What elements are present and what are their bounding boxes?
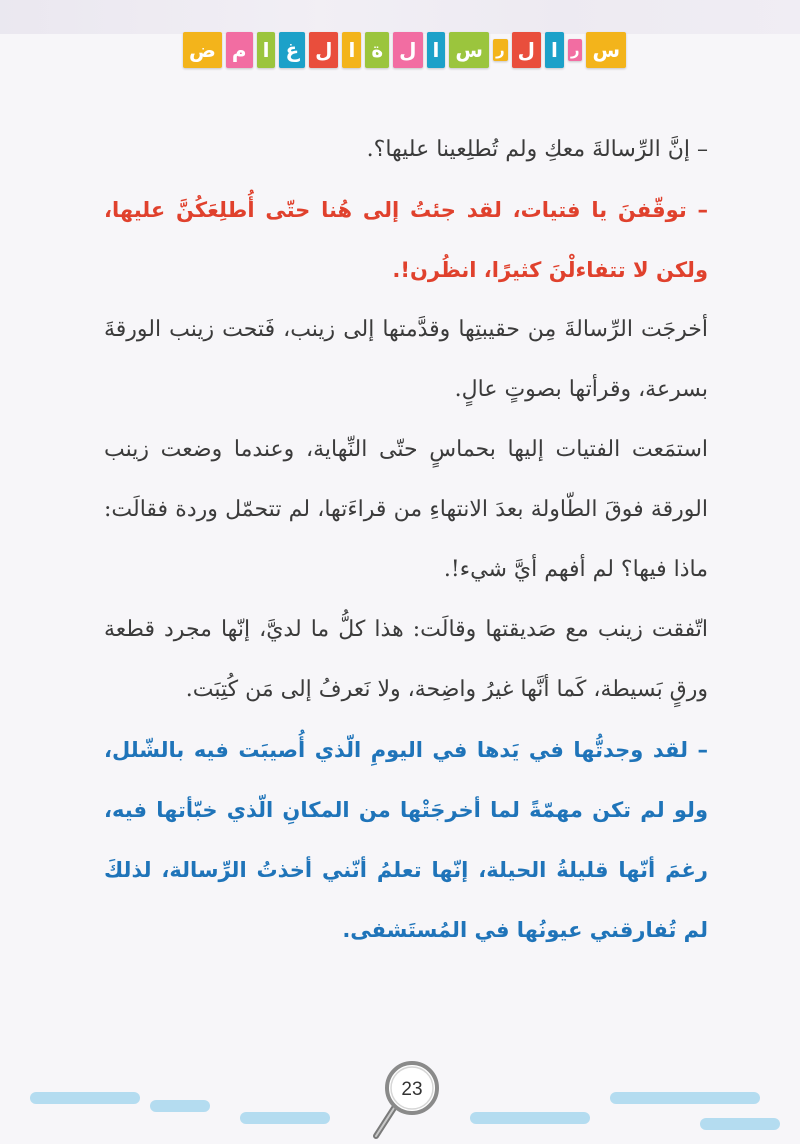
water-decoration (700, 1118, 780, 1130)
paragraph: – إنَّ الرِّسالةَ معكِ ولم تُطلِعينا عليها؟. (366, 137, 708, 162)
water-decoration (470, 1112, 590, 1124)
title-tile: م (226, 32, 253, 68)
magnifier-icon (364, 1056, 458, 1140)
water-decoration (240, 1112, 330, 1124)
title-tile: ض (183, 32, 222, 68)
title-tile: ة (365, 32, 389, 68)
water-decoration (150, 1100, 210, 1112)
paragraph: استمَعت الفتيات إليها بحماسٍ حتّى النِّهاية، وعندما وضعت زينب الورقة فوقَ الطّاولة بعدَ الانتهاءِ من قراءَتها، لم تتحمّل وردة فقالَت: ماذا فيها؟ لم أفهم أيَّ شيء!. (104, 437, 708, 582)
book-title-tiles (183, 27, 623, 73)
story-text (104, 120, 708, 960)
title-tile: ا (427, 32, 446, 68)
title-tile: غ (279, 32, 305, 68)
title-tile: ل (512, 32, 541, 68)
title-tile: ا (545, 32, 564, 68)
title-tile: ا (257, 32, 276, 68)
title-tile: ر (568, 39, 583, 61)
title-tile: س (586, 32, 626, 68)
water-decoration (610, 1092, 760, 1104)
title-tile: ر (493, 39, 508, 61)
water-decoration (30, 1092, 140, 1104)
paragraph-dialogue-blue: – لقد وجدتُّها في يَدها في اليومِ الّذي أُصيبَت فيه بالشّلل، ولو لم تكن مهمّةً لما أخرجَتْها من المكانِ الّذي خبّأتها فيه، رغمَ أنّها قليلةُ الحيلة، إنّها تعلمُ أنّني أخذتُ الرِّسالة، لذلكَ لم تُفارقني عيونُها في المُستَشفى. (104, 738, 708, 942)
page-number: 23 (401, 1079, 423, 1100)
page-number-badge (364, 1056, 458, 1140)
title-tile: س (449, 32, 489, 68)
title-tile: ا (342, 32, 361, 68)
paragraph: اتّفقت زينب مع صَديقتها وقالَت: هذا كلُّ ما لديَّ، إنّها مجرد قطعة ورقٍ بَسيطة، كَما أنَّها غيرُ واضِحة، ولا نَعرفُ إلى مَن كُتِبَت. (104, 617, 708, 702)
paragraph: أخرجَت الرِّسالةَ مِن حقيبتِها وقدَّمتها إلى زينب، فَتحت زينب الورقةَ بسرعة، وقرأتها بصوتٍ عالٍ. (104, 317, 708, 402)
title-tile: ل (393, 32, 422, 68)
paragraph-dialogue-red: – توقّفنَ يا فتيات، لقد جئتُ إلى هُنا حتّى أُطلِعَكُنَّ عليها، ولكن لا تتفاءلْنَ كثيرًا، انظُرن!. (104, 198, 708, 282)
title-tile: ل (309, 32, 338, 68)
